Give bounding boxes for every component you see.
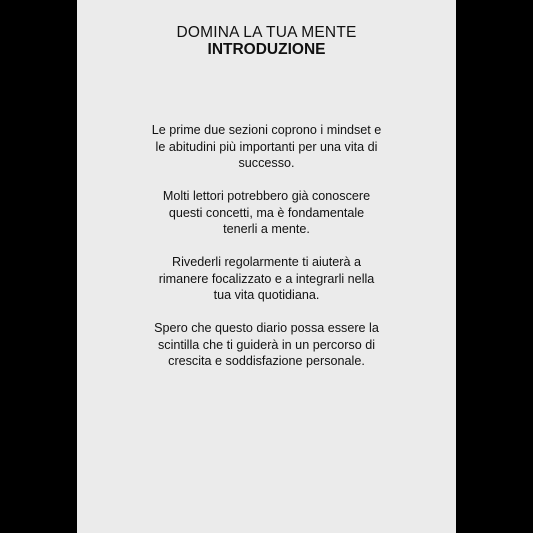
paragraph-1: Le prime due sezioni coprono i mindset e le abitudini più importanti per una vita di successo. bbox=[151, 123, 382, 170]
page-title: DOMINA LA TUA MENTE bbox=[176, 24, 357, 41]
paragraph-3: Rivederli regolarmente ti aiuterà a rimanere focalizzato e a integrarli nella tua vita quotidiana. bbox=[158, 255, 375, 302]
document-page bbox=[77, 0, 456, 533]
body-text bbox=[117, 122, 416, 386]
paragraph-4: Spero che questo diario possa essere la scintilla che ti guiderà in un percorso di crescita e soddisfazione personale. bbox=[154, 321, 379, 368]
paragraph-2: Molti lettori potrebbero già conoscere questi concetti, ma è fondamentale tenerli a mente. bbox=[162, 189, 371, 236]
section-heading: INTRODUZIONE bbox=[207, 41, 326, 58]
